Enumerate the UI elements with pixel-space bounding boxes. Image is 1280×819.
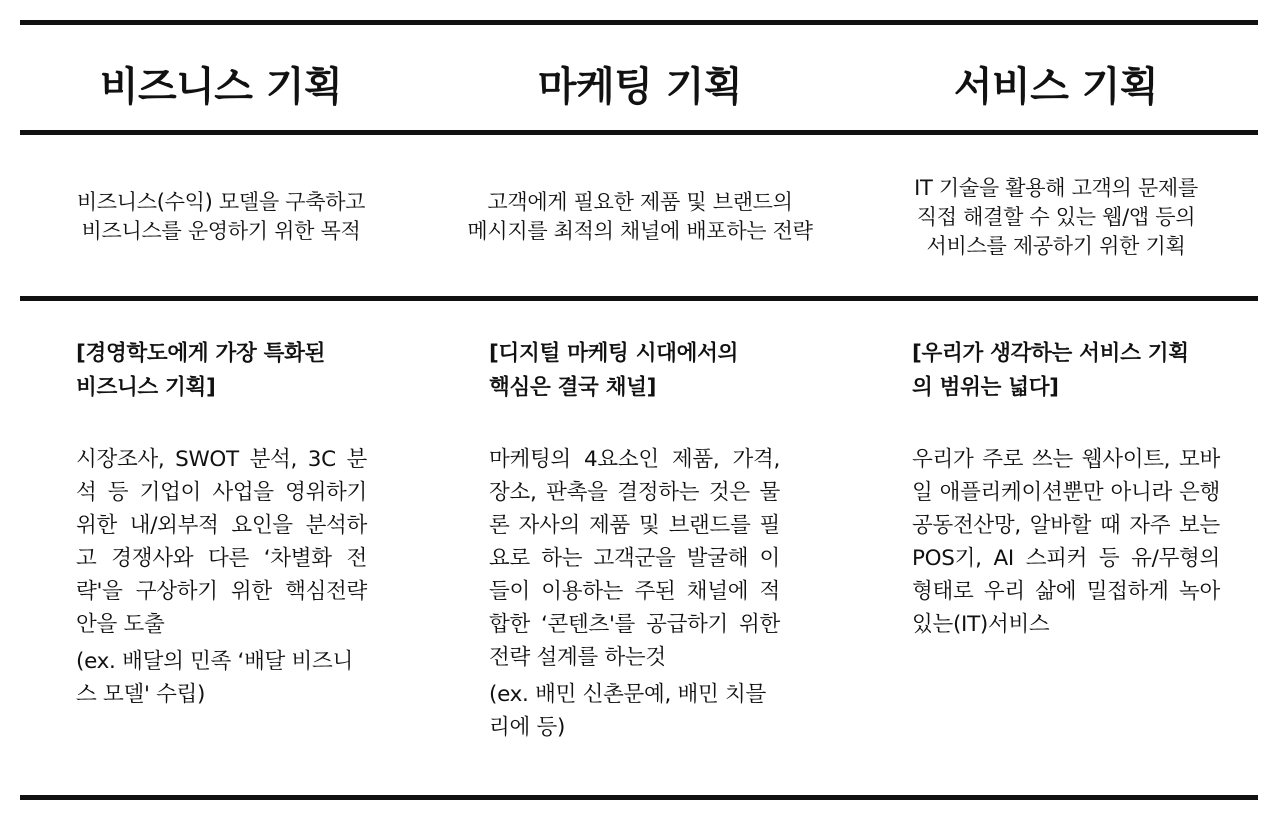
- detail-heading: [우리가 생각하는 서비스 기획 의 범위는 넓다]: [912, 341, 1189, 400]
- definition-service-planning: IT 기술을 활용해 고객의 문제를 직접 해결할 수 있는 웹/앱 등의 서비스를 제공하기 위한 기획: [914, 176, 1198, 258]
- detail-body: 시장조사, SWOT 분석, 3C 분석 등 기업이 사업을 영위하기 위한 내/외부적 요인을 분석하고 경쟁사와 다른 ‘차별화 전략'을 구상하기 위한 핵심전략안을 도출: [76, 447, 367, 637]
- detail-example: (ex. 배민 신촌문예, 배민 치믈리에 등): [489, 682, 766, 740]
- detail-example: (ex. 배달의 민족 ‘배달 비즈니스 모델' 수립): [76, 649, 353, 707]
- detail-heading: [경영학도에게 가장 특화된 비즈니스 기획]: [76, 341, 326, 400]
- detail-service-planning: [912, 337, 1220, 641]
- detail-body: 마케팅의 4요소인 제품, 가격, 장소, 판촉을 결정하는 것은 물론 자사의 제품 및 브랜드를 필요로 하는 고객군을 발굴해 이들이 이용하는 주된 채널에 적합한 ‘콘텐츠'를 공급하기 위한 전략 설계를 하는것: [489, 447, 780, 670]
- detail-body: 우리가 주로 쓰는 웹사이트, 모바일 애플리케이션뿐만 아니라 은행 공동전산망, 알바할 때 자주 보는 POS기, AI 스피커 등 유/무형의 형태로 우리 삶에 밀접하게 녹아 있는(IT)서비스: [912, 447, 1220, 637]
- top-rule: [20, 20, 1258, 25]
- column-title-marketing-planning: 마케팅 기획: [537, 64, 743, 110]
- bottom-rule: [20, 795, 1258, 800]
- definition-business-planning: 비즈니스(수익) 모델을 구축하고 비즈니스를 운영하기 위한 목적: [76, 190, 366, 243]
- header-bottom-rule: [20, 130, 1258, 135]
- detail-business-planning: [76, 337, 367, 711]
- definition-bottom-rule: [20, 296, 1258, 301]
- column-title-service-planning: 서비스 기획: [953, 64, 1159, 110]
- detail-marketing-planning: [489, 337, 780, 744]
- detail-heading: [디지털 마케팅 시대에서의 핵심은 결국 채널]: [489, 341, 739, 400]
- definition-marketing-planning: 고객에게 필요한 제품 및 브랜드의 메시지를 최적의 채널에 배포하는 전략: [467, 190, 813, 243]
- column-title-business-planning: 비즈니스 기획: [99, 64, 343, 110]
